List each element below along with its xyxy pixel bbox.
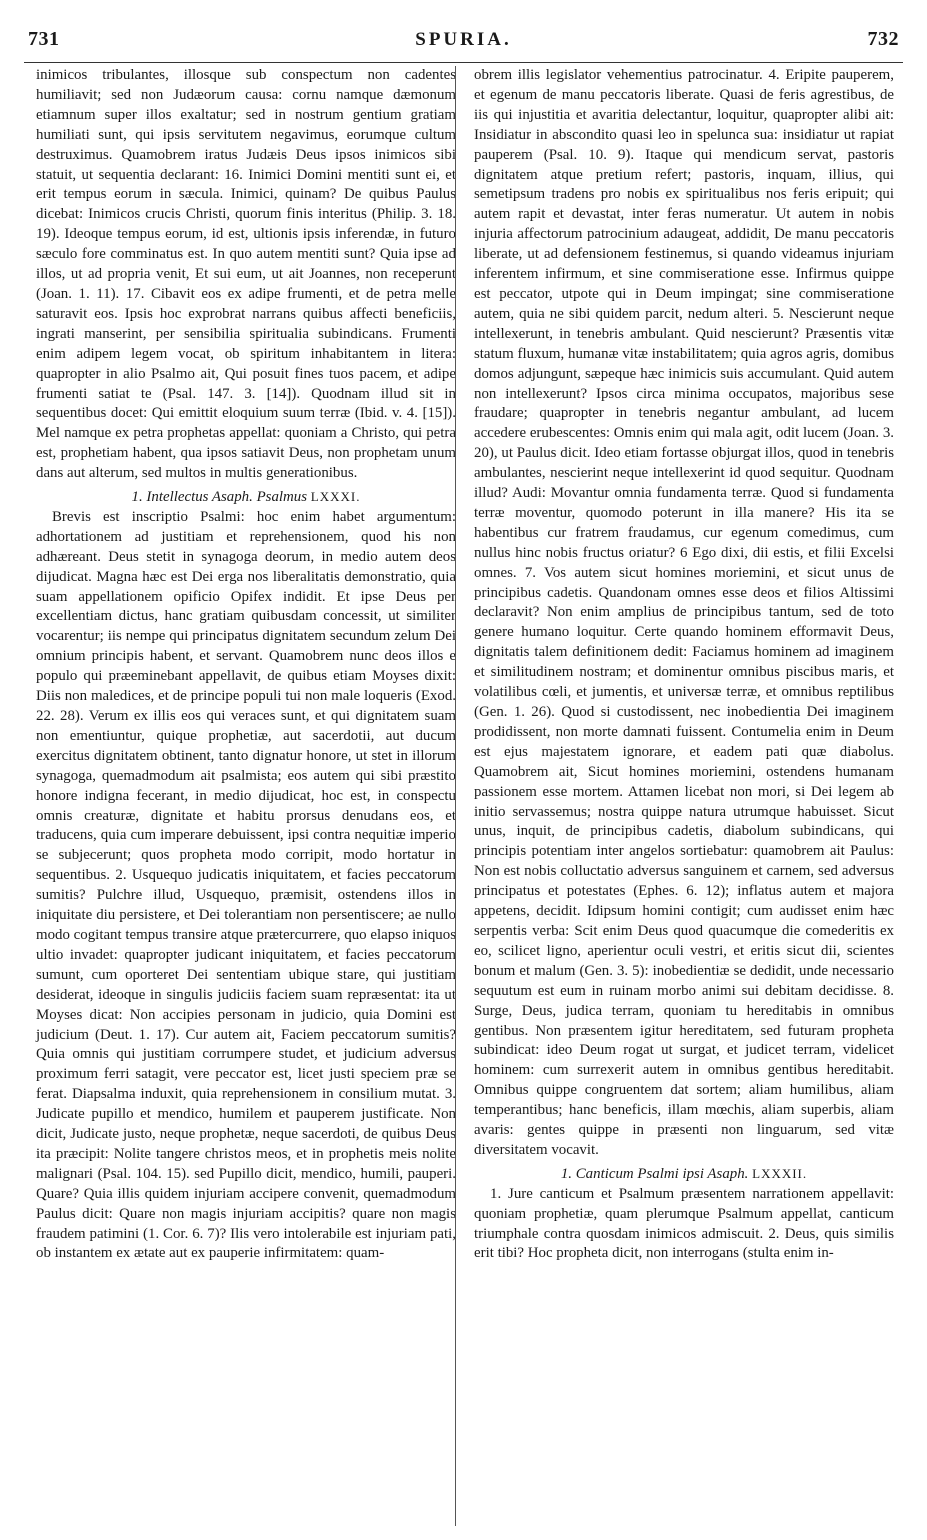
right-paragraph-1: obrem illis legislator vehementius patrocinatur. 4. Eripite pauperem, et egenum de manu peccatoris liberate. Quasi de feris agrestibus, de iis qui injustitia et avaritia delectantur, loquitur, quapropter alibi ait: Insidiatur in abscondito quasi leo in spelunca sua: insidiatur ut rapiat pauperem (Psal. 10. 9). Itaque qui mendicum servat, pastoris dignitatem atque pretium refert; pastoris, inquam, illius, qui semetipsum tradens pro nobis ex spiritualibus nos feris eripuit; qui autem rapit et devastat, inter feras numeratur. Ut autem in nobis injuria affectorum patrocinium adaugeat, addidit, De manu peccatoris liberate, ut ad defensionem festinemus, si quando videamus injuriam inferentem infirmum, et sine commiseratione esse. Infirmus quippe est peccator, utpote qui in Deum impingat; sine commiseratione autem, quia ne sibi quidem parcit, nedum alteri. 5. Nescierunt neque intellexerunt, in tenebris ambulant. Quid nescierunt? Præsentis vitæ statum fluxum, humanæ vitæ instabilitatem; quia agros agris, domibus domos adjungunt, sæpeque hæc inimicis suis accumulant. Quid autem non intellexerunt? Ipsos circa minima occupatos, majoribus sese fraudare; quapropter in tenebris negantur ambulant, ad lucem accedere erubescentes: Omnis enim qui mala agit, odit lucem (Joan. 3. 20), ut Paulus dicit. Ideo etiam fortasse objurgat illos, quod in tenebris ambulantes, nescierint neque intellexerint id quod sequitur. Quodnam illud? Audi: Movantur omnia fundamenta terræ. Quod si fundamenta terræ moventur, quomodo poterunt in illa manere? His ita se habentibus cur fratrem fraudamus, cur egenum comedimus, cum nullus hinc nobis fructus oriatur? 6 Ego dixi, dii estis, et filii Excelsi omnes. 7. Vos autem sicut homines moriemini, et sicut unus de principibus cadetis. Quandonam omnes esse deos et filios Altissimi declaravit? Non enim amplius de principibus tantum, sed de toto genere humano loquitur. Certe quando hominem efformavit Deus, dignitatis talem definitionem dedit: Faciamus hominem ad imaginem et similitudinem nostram; et dominentur omnibus piscibus maris, et volatilibus cœli, et jumentis, et universæ terræ, et omnibus reptilibus (Gen. 1. 26). Quod si custodissent, nec inobedientia Dei imaginem prodidissent, non morte damnati fuissent. Contumelia enim in Deum est ejus majestatem ignorare, et eadem pati quæ diabolus. Quamobrem ait, Sicut homines moriemini, ostendens humanam passionem esse mortem. Attamen licebat non mori, si Dei legem ab initio servassemus; nostra quippe natura utrumque habuisset. Sicut unus, inquit, de principibus cadetis, diabolum subindicans, qui principis potentiam inter angelos sortiebatur: quamobrem ait Paulus: Non est nobis colluctatio adversus sanguinem et carnem, sed adversus principatus et potestates (Ephes. 6. 12); inflatus autem et majora appetens, decidit. Idipsum homini contigit; cum audisset enim hæc serpentis verba: Scit enim Deus quod quacumque die comederitis ex eo, scilicet ligno, aperientur oculi vestri, et eritis sicut dii, scientes bonum et malum (Gen. 3. 5): inobedientiæ se dedidit, unde necessario sequutum est eum in ruinam morbo animi sui debitam decidisse. 8. Surge, Deus, judica terram, quoniam tu hereditabis in omnibus gentibus. Non præsentem igitur hereditatem, sed futuram propheta subindicat: ideo Deum rogat ut surgat, et judicet terram, videlicet hominem: cum surrexerit autem in omnibus gentibus hereditabit. Omnibus quippe congruentem dat sortem; aliam humilibus, aliam temperantibus; hanc beneficis, illam mœchis, aliam superbis, aliam avaris: gentes quippe in præsenti non linguarum, sed vitæ diversitatem vocavit. (474, 67, 894, 1158)
section-number: 1. (131, 489, 143, 506)
section-title: Intellectus Asaph. Psalmus (146, 489, 308, 506)
section-roman-numeral: LXXXII. (752, 1165, 808, 1181)
left-paragraph-2: Brevis est inscriptio Psalmi: hoc enim habet argumentum: adhortationem ad justitiam et reprehensionem, quod his non adhæreant. Deus stetit in synagoga deorum, in medio autem deos dijudicat. Magna hæc est Dei erga nos liberalitatis demonstratio, quia suam appellationem opificio Opifex indidit. Et ipse Deus per excellentiam dictus, hanc gratiam quibusdam concessit, ut similiter vocarentur; iis nempe qui principatus dignitatem secundum zelum Dei omnium principis habent, et servant. Quamobrem nunc deos illos e populo qui præeminebant appellavit, de quibus etiam Moyses dixit: Diis non maledices, et de principe populi tui non male loqueris (Exod. 22. 28). Verum ex illis eos qui veraces sunt, et qui dignitatem suam non ementiuntur, quique prophetiæ, aut sacerdotii, aut ducum exercitus dignitatem obtinent, tanto dignatur honore, ut stet in illorum synagoga, quemadmodum ait psalmista; eos autem qui sibi præstito honore indigna fecerant, in medio dijudicat, hoc est, in conspectu omnis creaturæ, dignitate et habitu prorsus denudans eos, et traducens, quia cum imperare debuissent, ipsi contra nequitiæ imperio se subjecerunt; quos propheta modo corripit, modo hortatur in sequentibus. 2. Usquequo judicatis iniquitatem, et facies peccatorum sumitis? Pulchre illud, Usquequo, præmisit, ostendens illos in iniquitate diu persistere, et Dei tolerantiam non persentiscere; ae nullo modo cogitant tempus transire atque prætercurrere, quo elapso iniquos ultio invadet: quapropter judicant iniquitatem, et facies peccatorum sumunt, cum oporteret Dei sententiam ubique stare, qui justitiam desiderat, ideoque in singulis judiciis faciem suam repræsentat: ita ut Moyses dicat: Non accipies personam in judicio, quia Domini est judicium (Deut. 1. 17). Cur autem ait, Faciem peccatorum sumitis? Quia omnis qui justitiam corrumpere studet, et judicium adversus proximum ferri satagit, vere peccator est, licet justi speciem præ se ferat. Diapsalma induxit, quia reprehensionem in consilium mutat. 3. Judicate pupillo et mendico, humilem et pauperem justificate. Non dicit, Judicate justo, neque prophetæ, neque sacerdoti, de quibus Deus ita præcipit: Nolite tangere christos meos, et in prophetis meis nolite malignari (Psal. 104. 15). sed Pupillo dicit, mendico, humili, pauperi. Quare? Quia illis quidem injuriam accipere convenit, quemadmodum Paulus dicit: Quare non magis injuriam accipitis? quare non magis fraudem patimini (1. Cor. 6. 7)? Ilis vero intolerabile est injuriam pati, ob instantem ex ætate aut ex pauperie infirmitatem: quam- (36, 508, 456, 1262)
column-divider (455, 66, 456, 1526)
section-title: Canticum Psalmi ipsi Asaph. (575, 1165, 749, 1182)
left-page-number: 731 (28, 28, 60, 50)
right-paragraph-2: 1. Jure canticum et Psalmum præsentem narrationem appellavit: quoniam prophetiæ, quam plerumque Psalmum appellat, canticum triumphale contra quosdam inimicos admiscuit. 2. Deus, quis similis erit tibi? Hoc propheta dicit, non interrogans (stulta enim in- (474, 1185, 894, 1262)
running-header (28, 28, 899, 58)
section-heading-psalm-82 (474, 1164, 894, 1185)
section-heading-psalm-81 (36, 487, 456, 508)
left-column (36, 66, 456, 1264)
right-column (474, 66, 894, 1264)
section-number: 1. (560, 1165, 573, 1182)
header-rule (24, 62, 903, 63)
left-paragraph-1: inimicos tribulantes, illosque sub conspectum non cadentes humiliavit; sed non Judæorum causa: cornu namque dæmonum etiamnum super illos exaltatur; sed in nostrum gentium gratiam humiliati sunt, qui ipsis servitutem negavimus, eorumque cultum destruximus. Quamobrem iratus Judæis Deus ipsos inimicos sibi statuit, ut sequentia declarant: 16. Inimici Domini mentiti sunt ei, et erit tempus eorum in sæcula. Inimici, quinam? De quibus Paulus dicebat: Inimicos crucis Christi, quorum finis interitus (Philip. 3. 18. 19). Ideoque tempus eorum, id est, ultionis ipsis inferendæ, in futuro sæculo fore comminatus est. In quo autem mentiti sunt? Quia ipse ad illos, ut ad propria venit, Et sui eum, ut ait Joannes, non receperunt (Joan. 1. 11). 17. Cibavit eos ex adipe frumenti, et de petra melle saturavit eos. Ipsis hoc exprobrat narrans quibus affecti beneficiis, ingrati manserint, per sensibilia spiritualia subindicans. Frumenti enim adipem legem vocat, ob spiritum inhabitantem in litera: quapropter in alio Psalmo ait, Qui posuit fines tuos pacem, et adipe frumenti satiat te (Psal. 147. 3. [14]). Quodnam illud sit in sequentibus docet: Qui emittit eloquium suum terræ (Ibid. v. 4. [15]). Mel namque ex petra prophetas appellat: quoniam a Christo, qui petra est, prophetiam habent, qua ipsos satiavit Deus, non prophetam unum dans aut alterum, sed multos in multis generationibus. (36, 67, 456, 482)
section-roman-numeral: LXXXI. (310, 489, 361, 505)
right-page-number: 732 (867, 28, 899, 50)
running-title: SPURIA. (415, 29, 512, 50)
